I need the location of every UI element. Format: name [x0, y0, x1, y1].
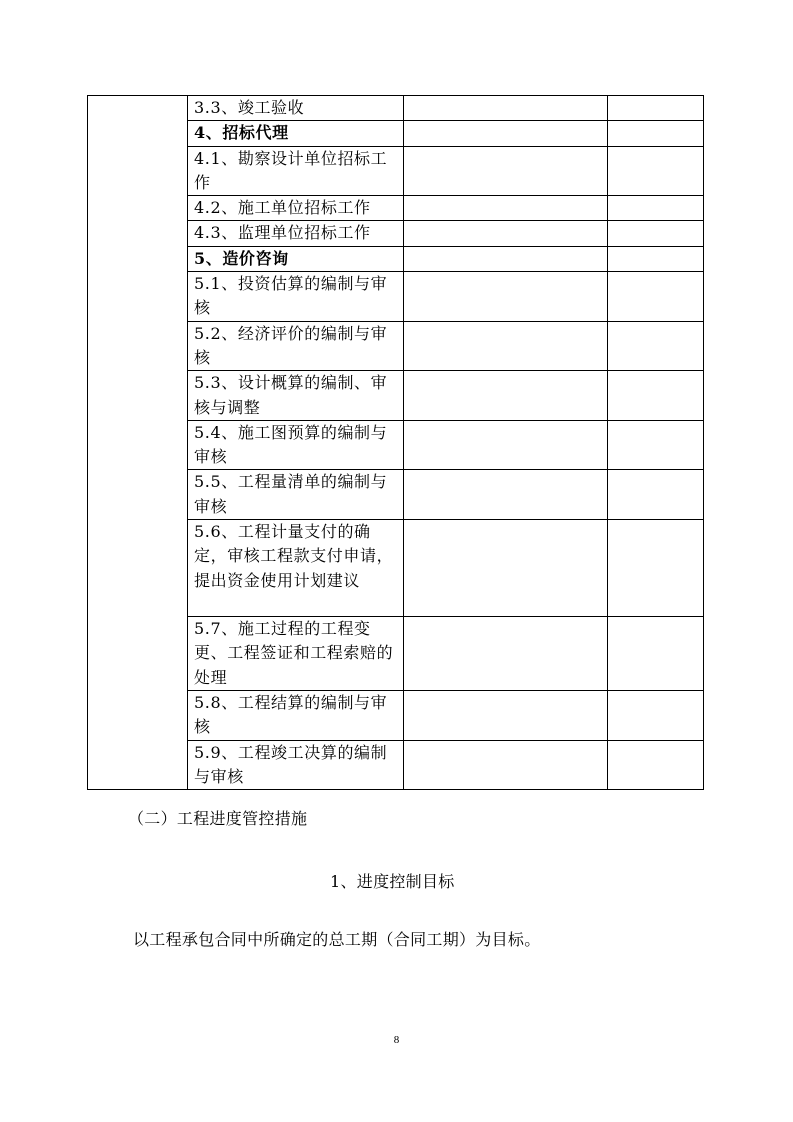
item-cell: 5.8、工程结算的编制与审核	[188, 690, 404, 740]
item-cell: 5.7、施工过程的工程变更、工程签证和工程索赔的处理	[188, 617, 404, 691]
remark-cell	[608, 520, 704, 617]
item-cell: 4.2、施工单位招标工作	[188, 196, 404, 221]
remark-cell	[608, 96, 704, 121]
remark-cell	[608, 740, 704, 790]
section-heading: （二）工程进度管控措施	[128, 809, 308, 828]
item-cell: 5.2、经济评价的编制与审核	[188, 321, 404, 371]
content-cell	[404, 420, 608, 470]
remark-cell	[608, 470, 704, 520]
content-cell	[404, 371, 608, 421]
content-cell	[404, 121, 608, 146]
remark-cell	[608, 246, 704, 271]
item-cell: 5.9、工程竣工决算的编制与审核	[188, 740, 404, 790]
page-number: 8	[393, 1034, 400, 1046]
remark-cell	[608, 272, 704, 322]
item-cell: 4、招标代理	[188, 121, 404, 146]
remark-cell	[608, 617, 704, 691]
content-cell	[404, 321, 608, 371]
content-cell	[404, 690, 608, 740]
content-cell	[404, 196, 608, 221]
category-cell	[88, 96, 188, 790]
item-cell: 3.3、竣工验收	[188, 96, 404, 121]
item-cell: 5.4、施工图预算的编制与审核	[188, 420, 404, 470]
item-cell: 5、造价咨询	[188, 246, 404, 271]
content-cell	[404, 246, 608, 271]
remark-cell	[608, 690, 704, 740]
service-items-table	[87, 95, 704, 790]
content-cell	[404, 272, 608, 322]
item-cell: 5.5、工程量清单的编制与审核	[188, 470, 404, 520]
item-cell: 4.1、勘察设计单位招标工作	[188, 146, 404, 196]
content-cell	[404, 146, 608, 196]
content-cell	[404, 740, 608, 790]
content-cell	[404, 617, 608, 691]
sub-heading: 1、进度控制目标	[330, 872, 455, 891]
content-cell	[404, 96, 608, 121]
remark-cell	[608, 371, 704, 421]
remark-cell	[608, 321, 704, 371]
remark-cell	[608, 146, 704, 196]
remark-cell	[608, 196, 704, 221]
item-cell: 5.6、工程计量支付的确定，审核工程款支付申请，提出资金使用计划建议	[188, 520, 404, 617]
table-body	[88, 96, 704, 790]
table-row	[88, 96, 704, 121]
body-paragraph: 以工程承包合同中所确定的总工期（合同工期）为目标。	[133, 930, 541, 949]
item-cell: 5.1、投资估算的编制与审核	[188, 272, 404, 322]
content-cell	[404, 470, 608, 520]
content-cell	[404, 520, 608, 617]
remark-cell	[608, 221, 704, 246]
item-cell: 5.3、设计概算的编制、审核与调整	[188, 371, 404, 421]
content-cell	[404, 221, 608, 246]
remark-cell	[608, 121, 704, 146]
remark-cell	[608, 420, 704, 470]
item-cell: 4.3、监理单位招标工作	[188, 221, 404, 246]
